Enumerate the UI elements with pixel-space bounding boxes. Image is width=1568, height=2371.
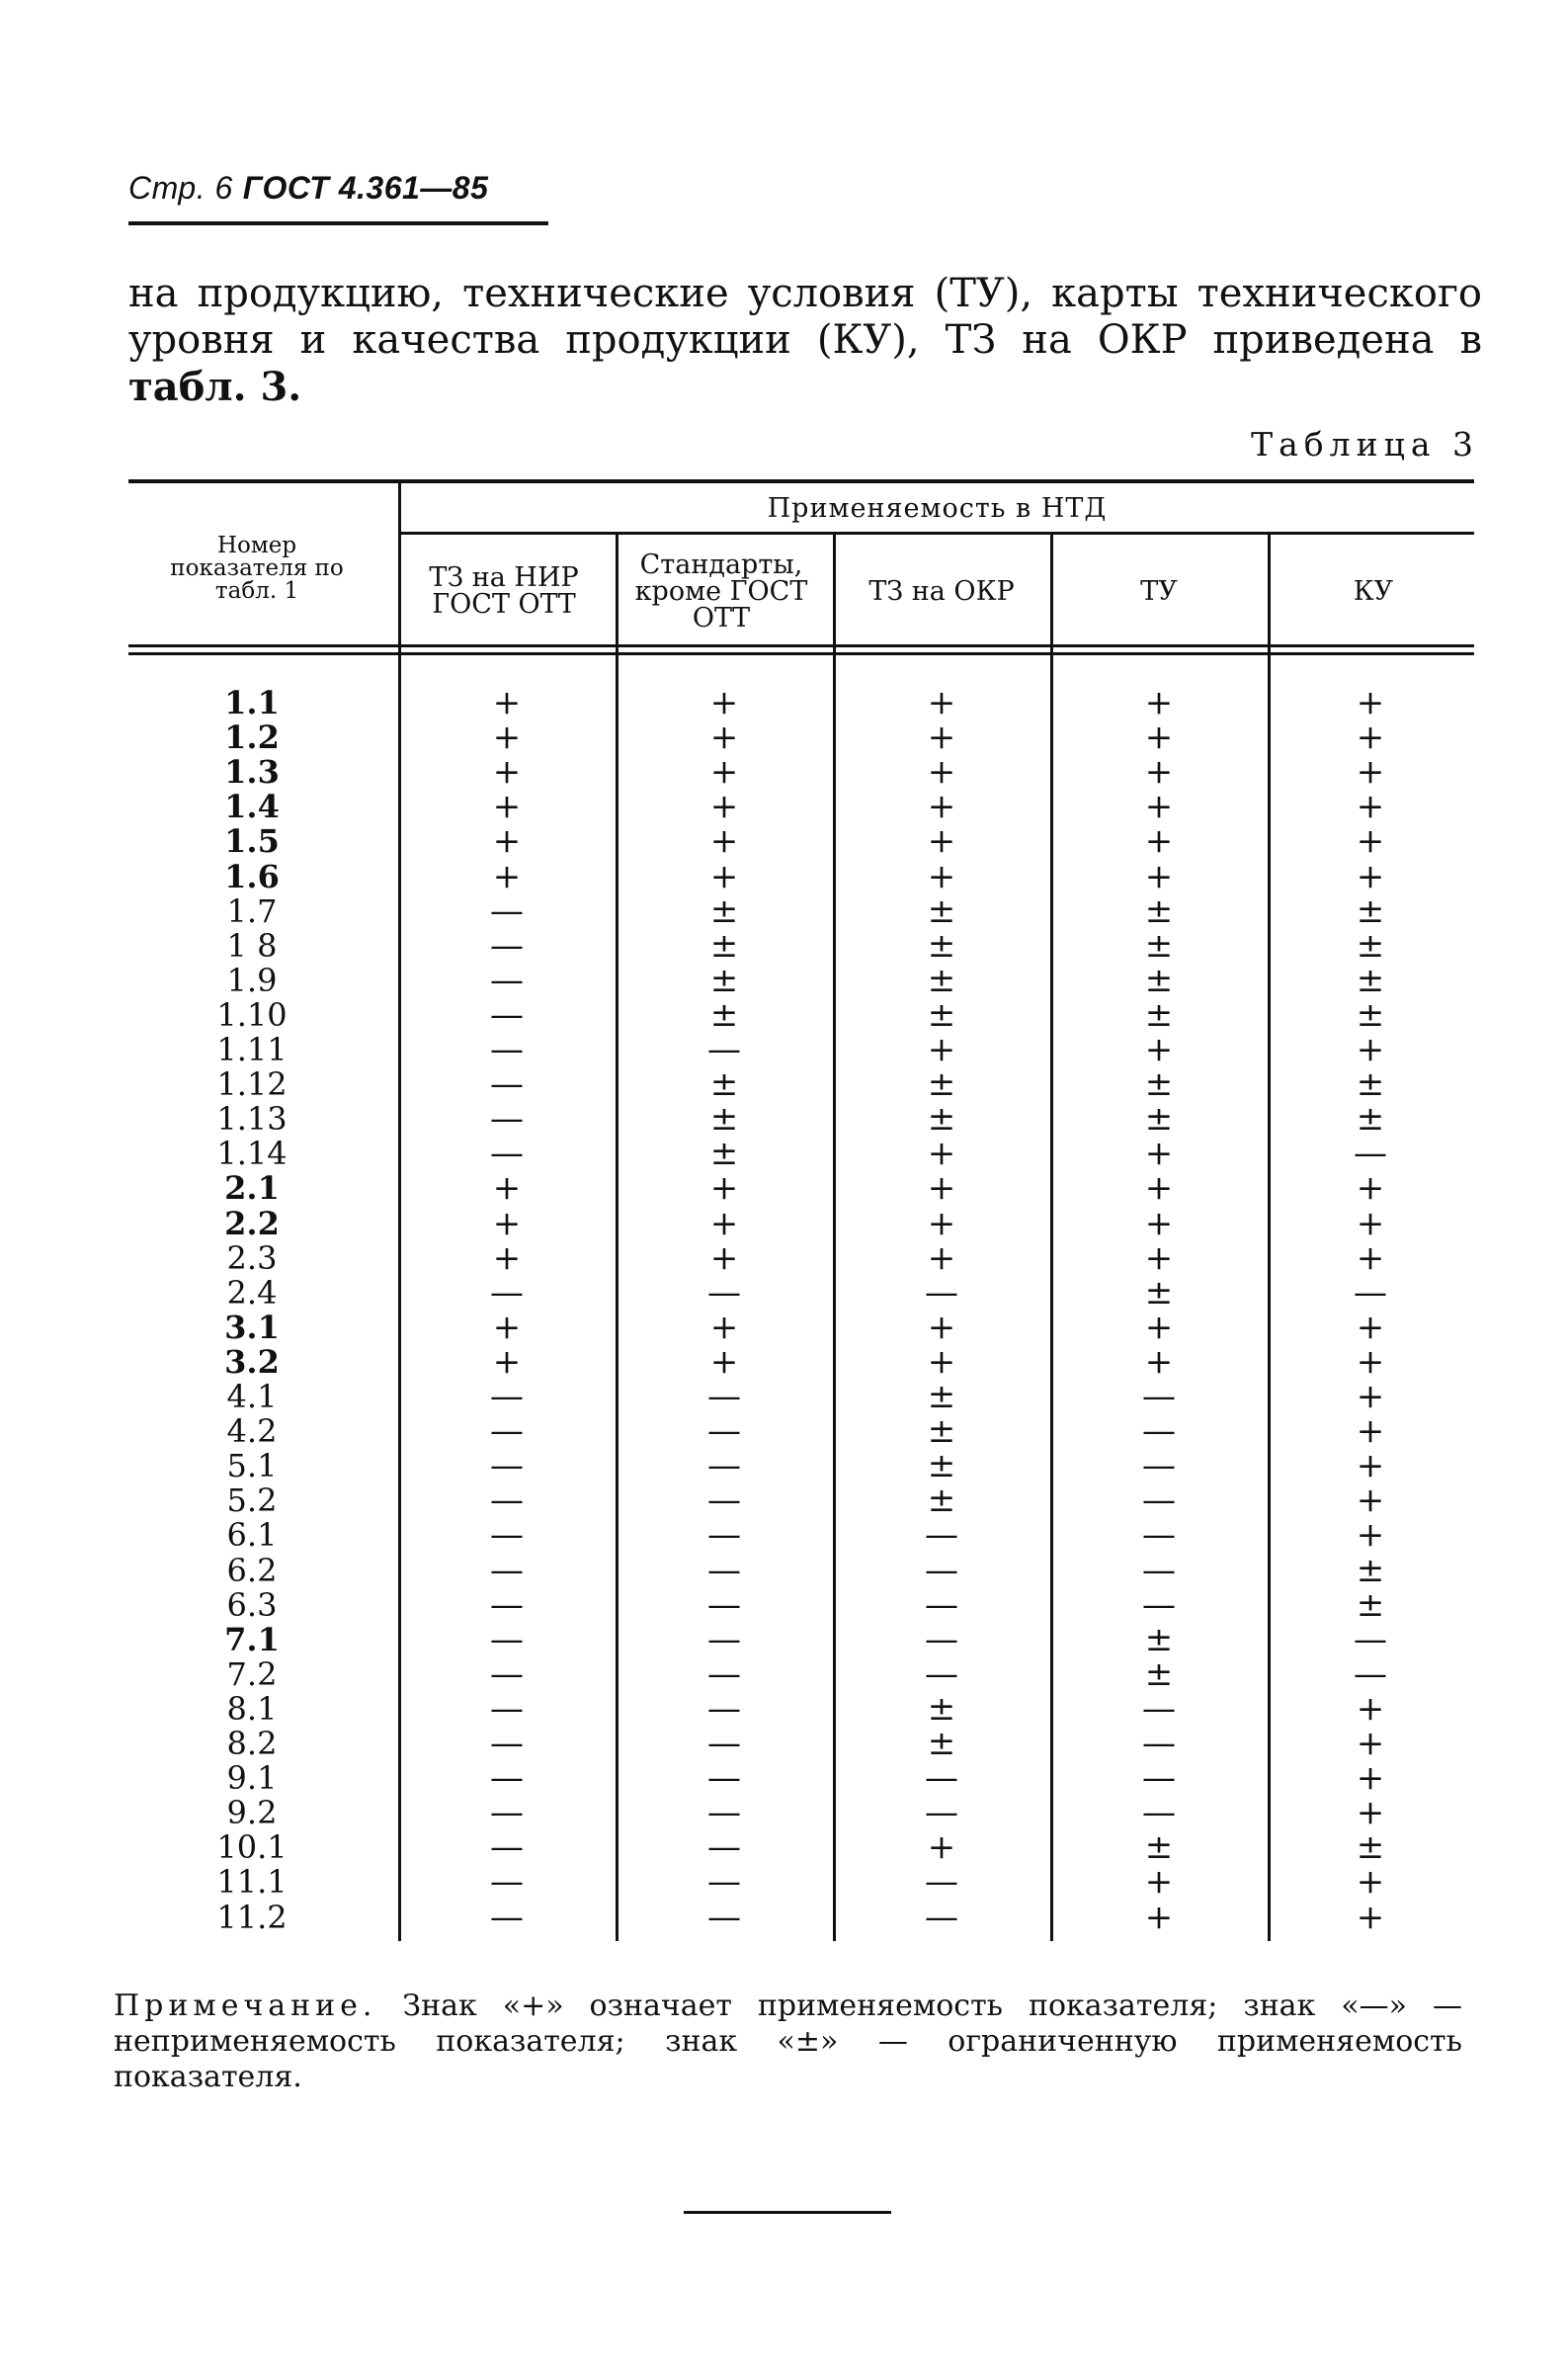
applicability-mark: ± bbox=[927, 995, 956, 1035]
row-number: 10.1 bbox=[216, 1828, 288, 1866]
row-number: 1.4 bbox=[224, 788, 280, 825]
applicability-mark: ± bbox=[1356, 961, 1385, 1000]
row-number: 1.14 bbox=[216, 1135, 288, 1172]
applicability-mark: — bbox=[925, 1793, 958, 1832]
applicability-mark: + bbox=[1356, 1898, 1385, 1937]
applicability-mark: + bbox=[1144, 683, 1174, 722]
applicability-mark: ± bbox=[709, 1064, 739, 1104]
applicability-mark: ± bbox=[1144, 926, 1174, 966]
table-title: Таблица 3 bbox=[1251, 425, 1479, 464]
applicability-mark: + bbox=[1356, 787, 1385, 826]
applicability-mark: + bbox=[927, 683, 956, 722]
applicability-mark: ± bbox=[927, 1724, 956, 1763]
applicability-mark: + bbox=[927, 1030, 956, 1069]
applicability-mark: + bbox=[1356, 1308, 1385, 1347]
column-divider-5 bbox=[1268, 535, 1271, 1941]
applicability-mark: — bbox=[490, 1654, 524, 1694]
row-number: 1.9 bbox=[226, 962, 278, 999]
applicability-mark: ± bbox=[927, 961, 956, 1000]
applicability-mark: — bbox=[490, 1862, 524, 1902]
applicability-mark: — bbox=[1142, 1481, 1176, 1520]
applicability-mark: ± bbox=[709, 995, 739, 1035]
applicability-mark: ± bbox=[927, 1064, 956, 1104]
footer-rule bbox=[684, 2211, 891, 2214]
applicability-mark: ± bbox=[1144, 1273, 1174, 1313]
row-number: 1.12 bbox=[216, 1065, 288, 1103]
applicability-mark: — bbox=[490, 1620, 524, 1659]
row-number: 1.1 bbox=[224, 684, 280, 721]
column-divider-2 bbox=[616, 535, 619, 1941]
applicability-mark: ± bbox=[1356, 995, 1385, 1035]
row-number: 1.7 bbox=[226, 892, 278, 930]
applicability-mark: ± bbox=[927, 926, 956, 966]
applicability-mark: + bbox=[1144, 1342, 1174, 1382]
applicability-mark: ± bbox=[927, 1099, 956, 1139]
applicability-mark: ± bbox=[1144, 1827, 1174, 1867]
applicability-mark: + bbox=[492, 787, 522, 826]
applicability-mark: + bbox=[1144, 752, 1174, 792]
row-number: 2.2 bbox=[224, 1205, 280, 1242]
row-number: 1.11 bbox=[216, 1031, 288, 1068]
row-number: 7.1 bbox=[224, 1621, 280, 1658]
applicability-mark: ± bbox=[1144, 891, 1174, 931]
applicability-mark: + bbox=[1356, 1411, 1385, 1451]
applicability-mark: — bbox=[1354, 1620, 1387, 1659]
applicability-mark: ± bbox=[1356, 1585, 1385, 1625]
applicability-mark: — bbox=[707, 1758, 741, 1798]
applicability-mark: — bbox=[490, 891, 524, 931]
row-number: 5.2 bbox=[226, 1482, 278, 1519]
applicability-mark: + bbox=[1356, 1342, 1385, 1382]
applicability-mark: — bbox=[925, 1551, 958, 1590]
header-bottom-rule-1 bbox=[128, 644, 1474, 647]
applicability-mark: + bbox=[709, 752, 739, 792]
row-number: 6.1 bbox=[226, 1516, 278, 1554]
page-header bbox=[128, 170, 488, 207]
row-number: 1.2 bbox=[224, 719, 280, 756]
applicability-mark: — bbox=[1142, 1724, 1176, 1763]
applicability-mark: ± bbox=[927, 891, 956, 931]
applicability-mark: + bbox=[1356, 1724, 1385, 1763]
applicability-mark: — bbox=[490, 926, 524, 966]
applicability-mark: + bbox=[492, 1342, 522, 1382]
column-divider-3 bbox=[833, 535, 836, 1941]
row-number: 2.1 bbox=[224, 1169, 280, 1207]
applicability-mark: + bbox=[709, 1238, 739, 1278]
applicability-mark: + bbox=[1356, 718, 1385, 757]
applicability-mark: + bbox=[709, 1308, 739, 1347]
applicability-mark: — bbox=[707, 1273, 741, 1313]
applicability-mark: — bbox=[490, 1064, 524, 1104]
applicability-mark: — bbox=[1142, 1758, 1176, 1798]
applicability-mark: + bbox=[492, 1168, 522, 1208]
applicability-mark: + bbox=[1356, 821, 1385, 861]
applicability-mark: + bbox=[927, 1342, 956, 1382]
row-number: 3.1 bbox=[224, 1309, 280, 1346]
applicability-mark: + bbox=[1144, 1898, 1174, 1937]
column-header-ku: КУ bbox=[1353, 575, 1394, 607]
row-number: 7.2 bbox=[226, 1655, 278, 1693]
row-number: 1.13 bbox=[216, 1100, 288, 1138]
applicability-mark: ± bbox=[927, 1411, 956, 1451]
note-label: Примечание. bbox=[114, 1989, 377, 2023]
applicability-mark: ± bbox=[1144, 1620, 1174, 1659]
applicability-mark: — bbox=[1142, 1515, 1176, 1555]
applicability-mark: — bbox=[1142, 1377, 1176, 1416]
applicability-mark: + bbox=[1144, 1204, 1174, 1243]
row-number: 3.2 bbox=[224, 1343, 280, 1381]
applicability-mark: + bbox=[927, 787, 956, 826]
row-number: 1.3 bbox=[224, 753, 280, 791]
row-number: 1.6 bbox=[224, 858, 280, 895]
applicability-mark: — bbox=[490, 1481, 524, 1520]
applicability-mark: + bbox=[1356, 1238, 1385, 1278]
group-header: Применяемость в НТД bbox=[767, 492, 1108, 524]
applicability-mark: — bbox=[490, 1099, 524, 1139]
applicability-mark: — bbox=[490, 1689, 524, 1729]
applicability-mark: ± bbox=[709, 926, 739, 966]
applicability-mark: ± bbox=[1356, 891, 1385, 931]
table-top-rule bbox=[128, 479, 1474, 483]
row-number: 1 8 bbox=[226, 927, 278, 965]
applicability-mark: — bbox=[925, 1898, 958, 1937]
applicability-mark: ± bbox=[709, 961, 739, 1000]
applicability-mark: ± bbox=[1356, 1099, 1385, 1139]
applicability-mark: + bbox=[1144, 821, 1174, 861]
applicability-mark: + bbox=[927, 718, 956, 757]
row-number: 6.2 bbox=[226, 1552, 278, 1589]
applicability-mark: — bbox=[925, 1620, 958, 1659]
applicability-mark: ± bbox=[927, 1377, 956, 1416]
applicability-mark: — bbox=[707, 1898, 741, 1937]
applicability-mark: + bbox=[927, 1168, 956, 1208]
applicability-mark: + bbox=[492, 1238, 522, 1278]
applicability-mark: — bbox=[707, 1827, 741, 1867]
applicability-mark: — bbox=[925, 1585, 958, 1625]
row-number: 5.1 bbox=[226, 1447, 278, 1484]
applicability-mark: — bbox=[490, 1515, 524, 1555]
row-number: 9.2 bbox=[226, 1794, 278, 1831]
applicability-mark: + bbox=[709, 1342, 739, 1382]
applicability-mark: + bbox=[492, 1308, 522, 1347]
applicability-mark: — bbox=[490, 1446, 524, 1485]
applicability-mark: + bbox=[1144, 1238, 1174, 1278]
applicability-mark: — bbox=[490, 1724, 524, 1763]
applicability-mark: + bbox=[1356, 1204, 1385, 1243]
applicability-mark: — bbox=[490, 1411, 524, 1451]
applicability-mark: — bbox=[490, 1134, 524, 1173]
applicability-mark: — bbox=[1142, 1551, 1176, 1590]
applicability-mark: ± bbox=[1356, 1064, 1385, 1104]
applicability-mark: + bbox=[927, 821, 956, 861]
applicability-mark: — bbox=[707, 1862, 741, 1902]
applicability-mark: — bbox=[707, 1551, 741, 1590]
column-divider-4 bbox=[1050, 535, 1053, 1941]
applicability-mark: — bbox=[1354, 1134, 1387, 1173]
applicability-mark: ± bbox=[1144, 961, 1174, 1000]
applicability-mark: + bbox=[709, 718, 739, 757]
applicability-mark: — bbox=[707, 1411, 741, 1451]
applicability-mark: + bbox=[492, 857, 522, 896]
applicability-mark: — bbox=[707, 1724, 741, 1763]
row-number: 4.2 bbox=[226, 1412, 278, 1450]
applicability-mark: + bbox=[709, 787, 739, 826]
applicability-mark: — bbox=[490, 1585, 524, 1625]
applicability-mark: + bbox=[1356, 1758, 1385, 1798]
table-reference: табл. 3. bbox=[128, 364, 302, 410]
intro-text: на продукцию, технические условия (ТУ), карты технического уровня и качества продукции (КУ), ТЗ на ОКР приведена в bbox=[128, 271, 1482, 363]
applicability-mark: + bbox=[1356, 857, 1385, 896]
applicability-mark: + bbox=[1356, 1030, 1385, 1069]
applicability-mark: ± bbox=[1356, 926, 1385, 966]
applicability-mark: — bbox=[1354, 1273, 1387, 1313]
applicability-mark: + bbox=[492, 752, 522, 792]
applicability-mark: — bbox=[490, 1827, 524, 1867]
row-number: 4.1 bbox=[226, 1378, 278, 1415]
applicability-mark: — bbox=[1354, 1654, 1387, 1694]
applicability-mark: + bbox=[1356, 683, 1385, 722]
applicability-mark: + bbox=[1144, 857, 1174, 896]
applicability-mark: — bbox=[707, 1030, 741, 1069]
applicability-mark: + bbox=[1356, 752, 1385, 792]
applicability-mark: — bbox=[1142, 1446, 1176, 1485]
applicability-mark: — bbox=[490, 961, 524, 1000]
intro-paragraph bbox=[128, 271, 1482, 411]
row-number: 2.4 bbox=[226, 1274, 278, 1312]
applicability-mark: — bbox=[707, 1654, 741, 1694]
applicability-mark: + bbox=[927, 1204, 956, 1243]
applicability-mark: — bbox=[925, 1758, 958, 1798]
page-number: Стр. 6 bbox=[128, 170, 233, 206]
applicability-mark: ± bbox=[1356, 1827, 1385, 1867]
table-note bbox=[114, 1989, 1462, 2095]
applicability-mark: ± bbox=[1356, 1551, 1385, 1590]
applicability-mark: + bbox=[927, 1827, 956, 1867]
column-header-standards: Стандарты, кроме ГОСТ ОТТ bbox=[634, 549, 808, 634]
applicability-mark: — bbox=[490, 1793, 524, 1832]
note-text: Знак «+» означает применяемость показателя; знак «—» — неприменяемость показателя; знак «±» — ограниченную применяемость показателя. bbox=[114, 1989, 1462, 2094]
column-header-tz-nir: ТЗ на НИР ГОСТ ОТТ bbox=[429, 562, 579, 620]
applicability-mark: + bbox=[1356, 1689, 1385, 1729]
applicability-mark: — bbox=[707, 1515, 741, 1555]
applicability-mark: + bbox=[1356, 1793, 1385, 1832]
applicability-mark: + bbox=[1144, 1134, 1174, 1173]
applicability-mark: — bbox=[707, 1689, 741, 1729]
header-bottom-rule-2 bbox=[128, 652, 1474, 655]
applicability-mark: + bbox=[709, 1168, 739, 1208]
applicability-mark: + bbox=[709, 1204, 739, 1243]
applicability-mark: + bbox=[492, 821, 522, 861]
applicability-mark: — bbox=[707, 1446, 741, 1485]
applicability-mark: — bbox=[707, 1620, 741, 1659]
applicability-mark: + bbox=[709, 857, 739, 896]
applicability-mark: + bbox=[927, 1134, 956, 1173]
row-number: 2.3 bbox=[226, 1239, 278, 1277]
applicability-mark: + bbox=[927, 1308, 956, 1347]
standard-number: ГОСТ 4.361—85 bbox=[242, 170, 489, 206]
applicability-mark: — bbox=[925, 1862, 958, 1902]
applicability-mark: — bbox=[490, 1273, 524, 1313]
row-number: 6.3 bbox=[226, 1586, 278, 1624]
applicability-mark: + bbox=[1144, 718, 1174, 757]
applicability-mark: + bbox=[1144, 1168, 1174, 1208]
applicability-mark: ± bbox=[927, 1446, 956, 1485]
applicability-mark: — bbox=[925, 1515, 958, 1555]
applicability-mark: + bbox=[709, 821, 739, 861]
applicability-mark: + bbox=[1356, 1515, 1385, 1555]
applicability-mark: — bbox=[490, 1898, 524, 1937]
applicability-mark: + bbox=[492, 1204, 522, 1243]
applicability-mark: — bbox=[925, 1273, 958, 1313]
applicability-mark: — bbox=[490, 1758, 524, 1798]
applicability-mark: ± bbox=[1144, 1099, 1174, 1139]
column-header-tz-okr: ТЗ на ОКР bbox=[868, 575, 1015, 607]
column-header-tu: ТУ bbox=[1140, 575, 1178, 607]
applicability-mark: — bbox=[490, 1030, 524, 1069]
row-number: 11.1 bbox=[216, 1863, 288, 1901]
row-number: 1.5 bbox=[224, 822, 280, 860]
applicability-mark: — bbox=[490, 1551, 524, 1590]
column-divider-1 bbox=[398, 483, 401, 1941]
applicability-mark: — bbox=[490, 1377, 524, 1416]
header-rule bbox=[128, 221, 548, 225]
applicability-mark: + bbox=[927, 752, 956, 792]
applicability-mark: ± bbox=[927, 1481, 956, 1520]
applicability-mark: + bbox=[1356, 1377, 1385, 1416]
applicability-mark: — bbox=[1142, 1585, 1176, 1625]
applicability-mark: ± bbox=[927, 1689, 956, 1729]
applicability-mark: — bbox=[490, 995, 524, 1035]
row-number: 9.1 bbox=[226, 1759, 278, 1797]
applicability-mark: — bbox=[1142, 1793, 1176, 1832]
applicability-mark: + bbox=[1356, 1862, 1385, 1902]
applicability-mark: — bbox=[707, 1481, 741, 1520]
row-number: 1.10 bbox=[216, 996, 288, 1034]
applicability-mark: + bbox=[1144, 1308, 1174, 1347]
applicability-mark: + bbox=[927, 1238, 956, 1278]
applicability-mark: — bbox=[925, 1654, 958, 1694]
row-number: 8.2 bbox=[226, 1725, 278, 1762]
row-number-header: Номер показателя по табл. 1 bbox=[170, 532, 344, 604]
applicability-mark: — bbox=[1142, 1411, 1176, 1451]
applicability-mark: + bbox=[1356, 1168, 1385, 1208]
group-header-rule bbox=[400, 532, 1474, 535]
applicability-mark: + bbox=[927, 857, 956, 896]
applicability-mark: + bbox=[492, 683, 522, 722]
applicability-mark: + bbox=[1144, 1862, 1174, 1902]
applicability-mark: — bbox=[707, 1793, 741, 1832]
row-number: 8.1 bbox=[226, 1690, 278, 1728]
applicability-mark: + bbox=[1356, 1481, 1385, 1520]
applicability-mark: ± bbox=[709, 891, 739, 931]
applicability-mark: — bbox=[707, 1377, 741, 1416]
applicability-mark: — bbox=[707, 1585, 741, 1625]
applicability-mark: + bbox=[1144, 787, 1174, 826]
applicability-mark: ± bbox=[1144, 995, 1174, 1035]
applicability-mark: + bbox=[492, 718, 522, 757]
applicability-mark: ± bbox=[709, 1134, 739, 1173]
applicability-mark: + bbox=[1356, 1446, 1385, 1485]
row-number: 11.2 bbox=[216, 1899, 288, 1936]
applicability-mark: + bbox=[709, 683, 739, 722]
applicability-mark: ± bbox=[1144, 1654, 1174, 1694]
applicability-mark: ± bbox=[709, 1099, 739, 1139]
applicability-mark: ± bbox=[1144, 1064, 1174, 1104]
applicability-mark: — bbox=[1142, 1689, 1176, 1729]
applicability-mark: + bbox=[1144, 1030, 1174, 1069]
